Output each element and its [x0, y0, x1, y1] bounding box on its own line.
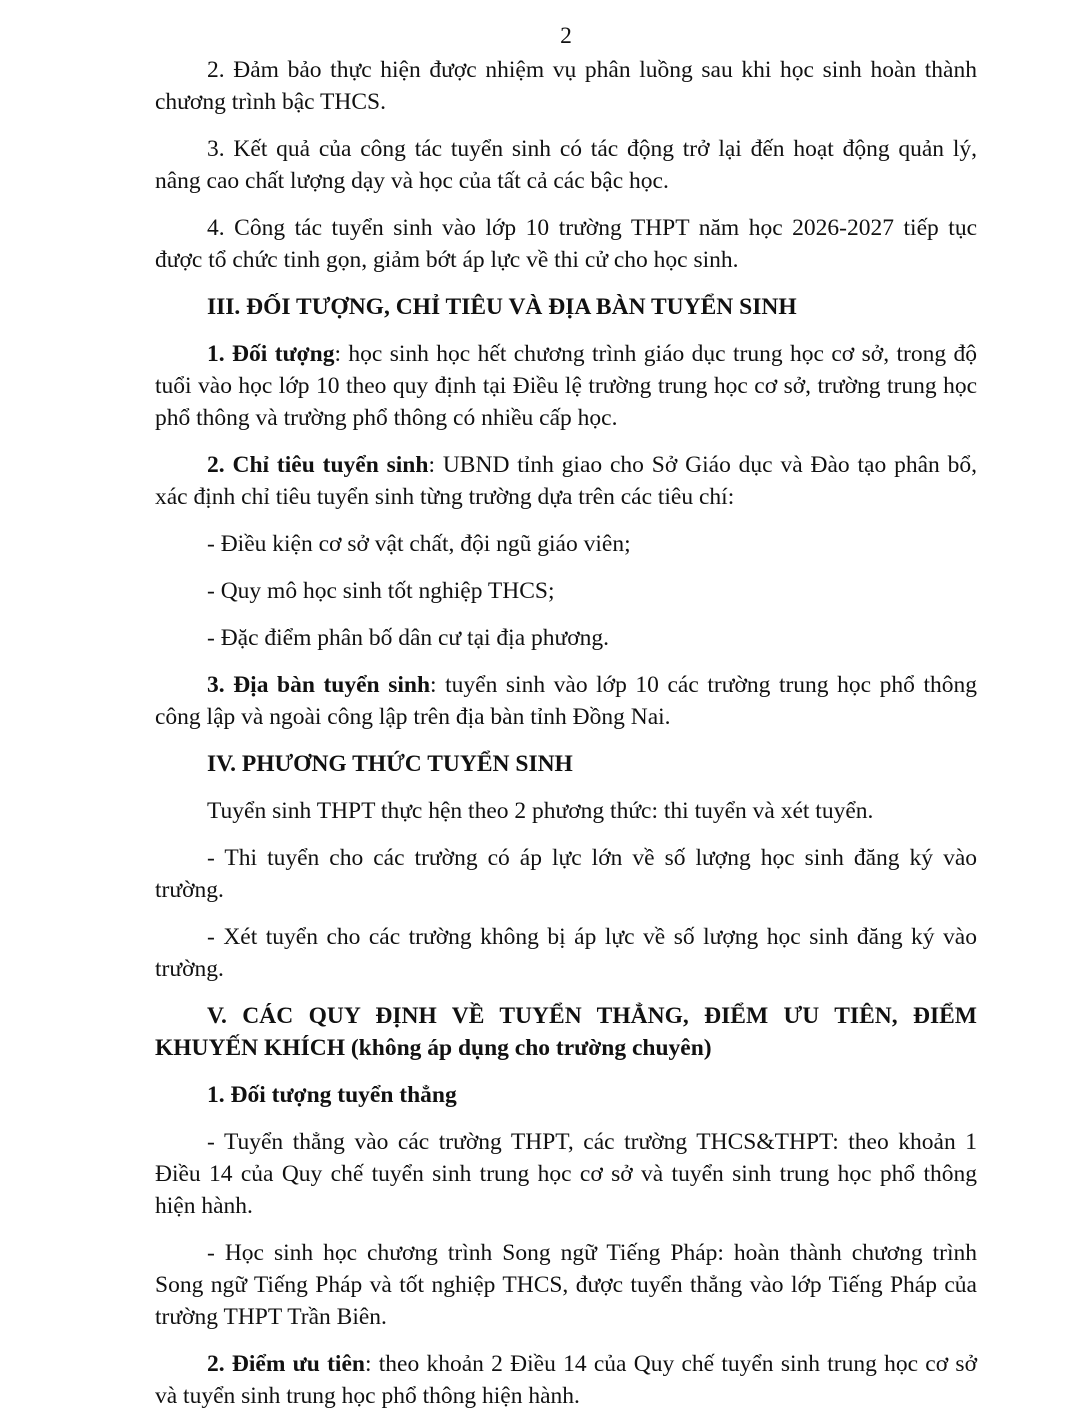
section-iv-xet-tuyen: - Xét tuyển cho các trường không bị áp lực về số lượng học sinh đăng ký vào trường.	[155, 924, 977, 982]
section-v-sub1-paragraph-1: - Tuyển thẳng vào các trường THPT, các trường THCS&THPT: theo khoản 1 Điều 14 của Quy chế tuyển sinh trung học cơ sở và tuyển sinh trung học phổ thông hiện hành.	[155, 1129, 977, 1219]
diem-uu-tien-text: : theo khoản 2 Điều 14 của Quy chế tuyển sinh trung học cơ sở và tuyển sinh trung học phổ thông hiện hành.	[155, 1351, 977, 1409]
section-v-sub1-heading: 1. Đối tượng tuyển thẳng	[207, 1082, 457, 1108]
criteria-item: - Điều kiện cơ sở vật chất, đội ngũ giáo viên;	[207, 531, 631, 557]
chi-tieu-text: : UBND tỉnh giao cho Sở Giáo dục và Đào tạo phân bổ, xác định chỉ tiêu tuyển sinh từng trường dựa trên các tiêu chí:	[155, 452, 977, 510]
section-iii-chi-tieu	[155, 449, 977, 513]
section-iii-doi-tuong	[155, 338, 977, 434]
criteria-item: - Quy mô học sinh tốt nghiệp THCS;	[207, 578, 555, 604]
section-v-sub2	[155, 1348, 977, 1412]
section-ii-item-4: 4. Công tác tuyển sinh vào lớp 10 trường THPT năm học 2026-2027 tiếp tục được tổ chức tinh gọn, giảm bớt áp lực về thi cử cho học sinh.	[155, 215, 977, 273]
section-iv-intro: Tuyển sinh THPT thực hện theo 2 phương thức: thi tuyển và xét tuyển.	[207, 798, 874, 824]
document-page	[155, 20, 977, 1427]
dia-ban-text: : tuyển sinh vào lớp 10 các trường trung học phổ thông công lập và ngoài công lập trên địa bàn tỉnh Đồng Nai.	[155, 672, 977, 730]
section-iv-heading: IV. PHƯƠNG THỨC TUYỂN SINH	[207, 751, 573, 777]
diem-uu-tien-label: 2. Điểm ưu tiên	[207, 1351, 365, 1377]
chi-tieu-label: 2. Chỉ tiêu tuyển sinh	[207, 452, 429, 478]
section-iii-dia-ban	[155, 669, 977, 733]
section-v-heading: V. CÁC QUY ĐỊNH VỀ TUYỂN THẲNG, ĐIỂM ƯU TIÊN, ĐIỂM KHUYẾN KHÍCH (không áp dụng cho trường chuyên)	[155, 1003, 977, 1061]
section-iii-heading: III. ĐỐI TƯỢNG, CHỈ TIÊU VÀ ĐỊA BÀN TUYỂN SINH	[207, 294, 797, 320]
criteria-item: - Đặc điểm phân bố dân cư tại địa phương.	[207, 625, 610, 651]
section-ii-item-3: 3. Kết quả của công tác tuyển sinh có tác động trở lại đến hoạt động quản lý, nâng cao chất lượng dạy và học của tất cả các bậc học.	[155, 136, 977, 194]
doi-tuong-label: 1. Đối tượng	[207, 341, 335, 367]
section-v-sub1-paragraph-2: - Học sinh học chương trình Song ngữ Tiếng Pháp: hoàn thành chương trình Song ngữ Tiếng Pháp và tốt nghiệp THCS, được tuyển thẳng vào lớp Tiếng Pháp của trường THPT Trần Biên.	[155, 1240, 977, 1330]
section-ii-item-2: 2. Đảm bảo thực hiện được nhiệm vụ phân luồng sau khi học sinh hoàn thành chương trình bậc THCS.	[155, 57, 977, 115]
page-number: 2	[560, 23, 572, 49]
doi-tuong-text: : học sinh học hết chương trình giáo dục trung học cơ sở, trong độ tuổi vào học lớp 10 theo quy định tại Điều lệ trường trung học cơ sở, trường trung học phổ thông và trường phổ thông có nhiều cấp học.	[155, 341, 977, 431]
dia-ban-label: 3. Địa bàn tuyển sinh	[207, 672, 431, 698]
section-iv-thi-tuyen: - Thi tuyển cho các trường có áp lực lớn về số lượng học sinh đăng ký vào trường.	[155, 845, 977, 903]
